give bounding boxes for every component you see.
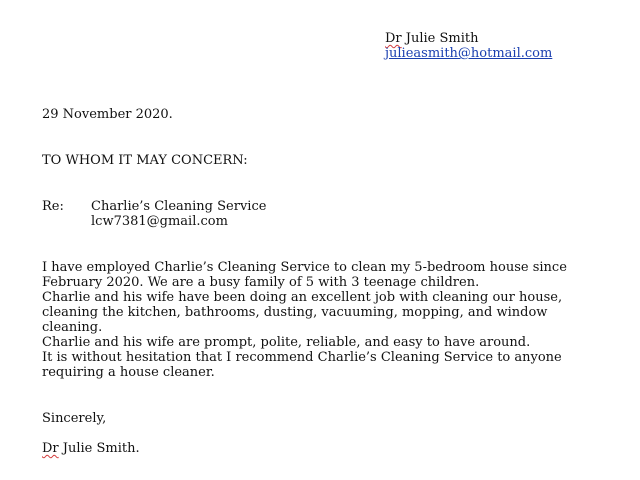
body-line: It is without hesitation that I recommend Charlie’s Cleaning Service to anyone (42, 350, 562, 365)
sender-title: Dr (385, 31, 402, 46)
body-line: I have employed Charlie’s Cleaning Service to clean my 5-bedroom house since (42, 260, 567, 275)
body-line: cleaning. (42, 320, 103, 335)
body-line: Charlie and his wife are prompt, polite, reliable, and easy to have around. (42, 335, 531, 350)
sender-email[interactable] (385, 46, 552, 61)
re-email: lcw7381@gmail.com (91, 214, 228, 229)
sender-name-text: Julie Smith (405, 31, 479, 46)
sender-email-link[interactable]: julieasmith@hotmail.com (385, 46, 553, 61)
signature-title: Dr (42, 441, 59, 456)
signature (42, 441, 140, 456)
signature-name: Julie Smith. (62, 441, 140, 456)
re-label: Re: (42, 199, 64, 214)
salutation: TO WHOM IT MAY CONCERN: (42, 153, 248, 168)
body-line: requiring a house cleaner. (42, 365, 215, 380)
body-line: February 2020. We are a busy family of 5 with 3 teenage children. (42, 275, 480, 290)
sender-name (385, 31, 479, 46)
body-line: cleaning the kitchen, bathrooms, dusting, vacuuming, mopping, and window (42, 305, 548, 320)
re-subject: Charlie’s Cleaning Service (91, 199, 267, 214)
closing: Sincerely, (42, 411, 107, 426)
body-line: Charlie and his wife have been doing an excellent job with cleaning our house, (42, 290, 563, 305)
letter-date: 29 November 2020. (42, 107, 173, 122)
